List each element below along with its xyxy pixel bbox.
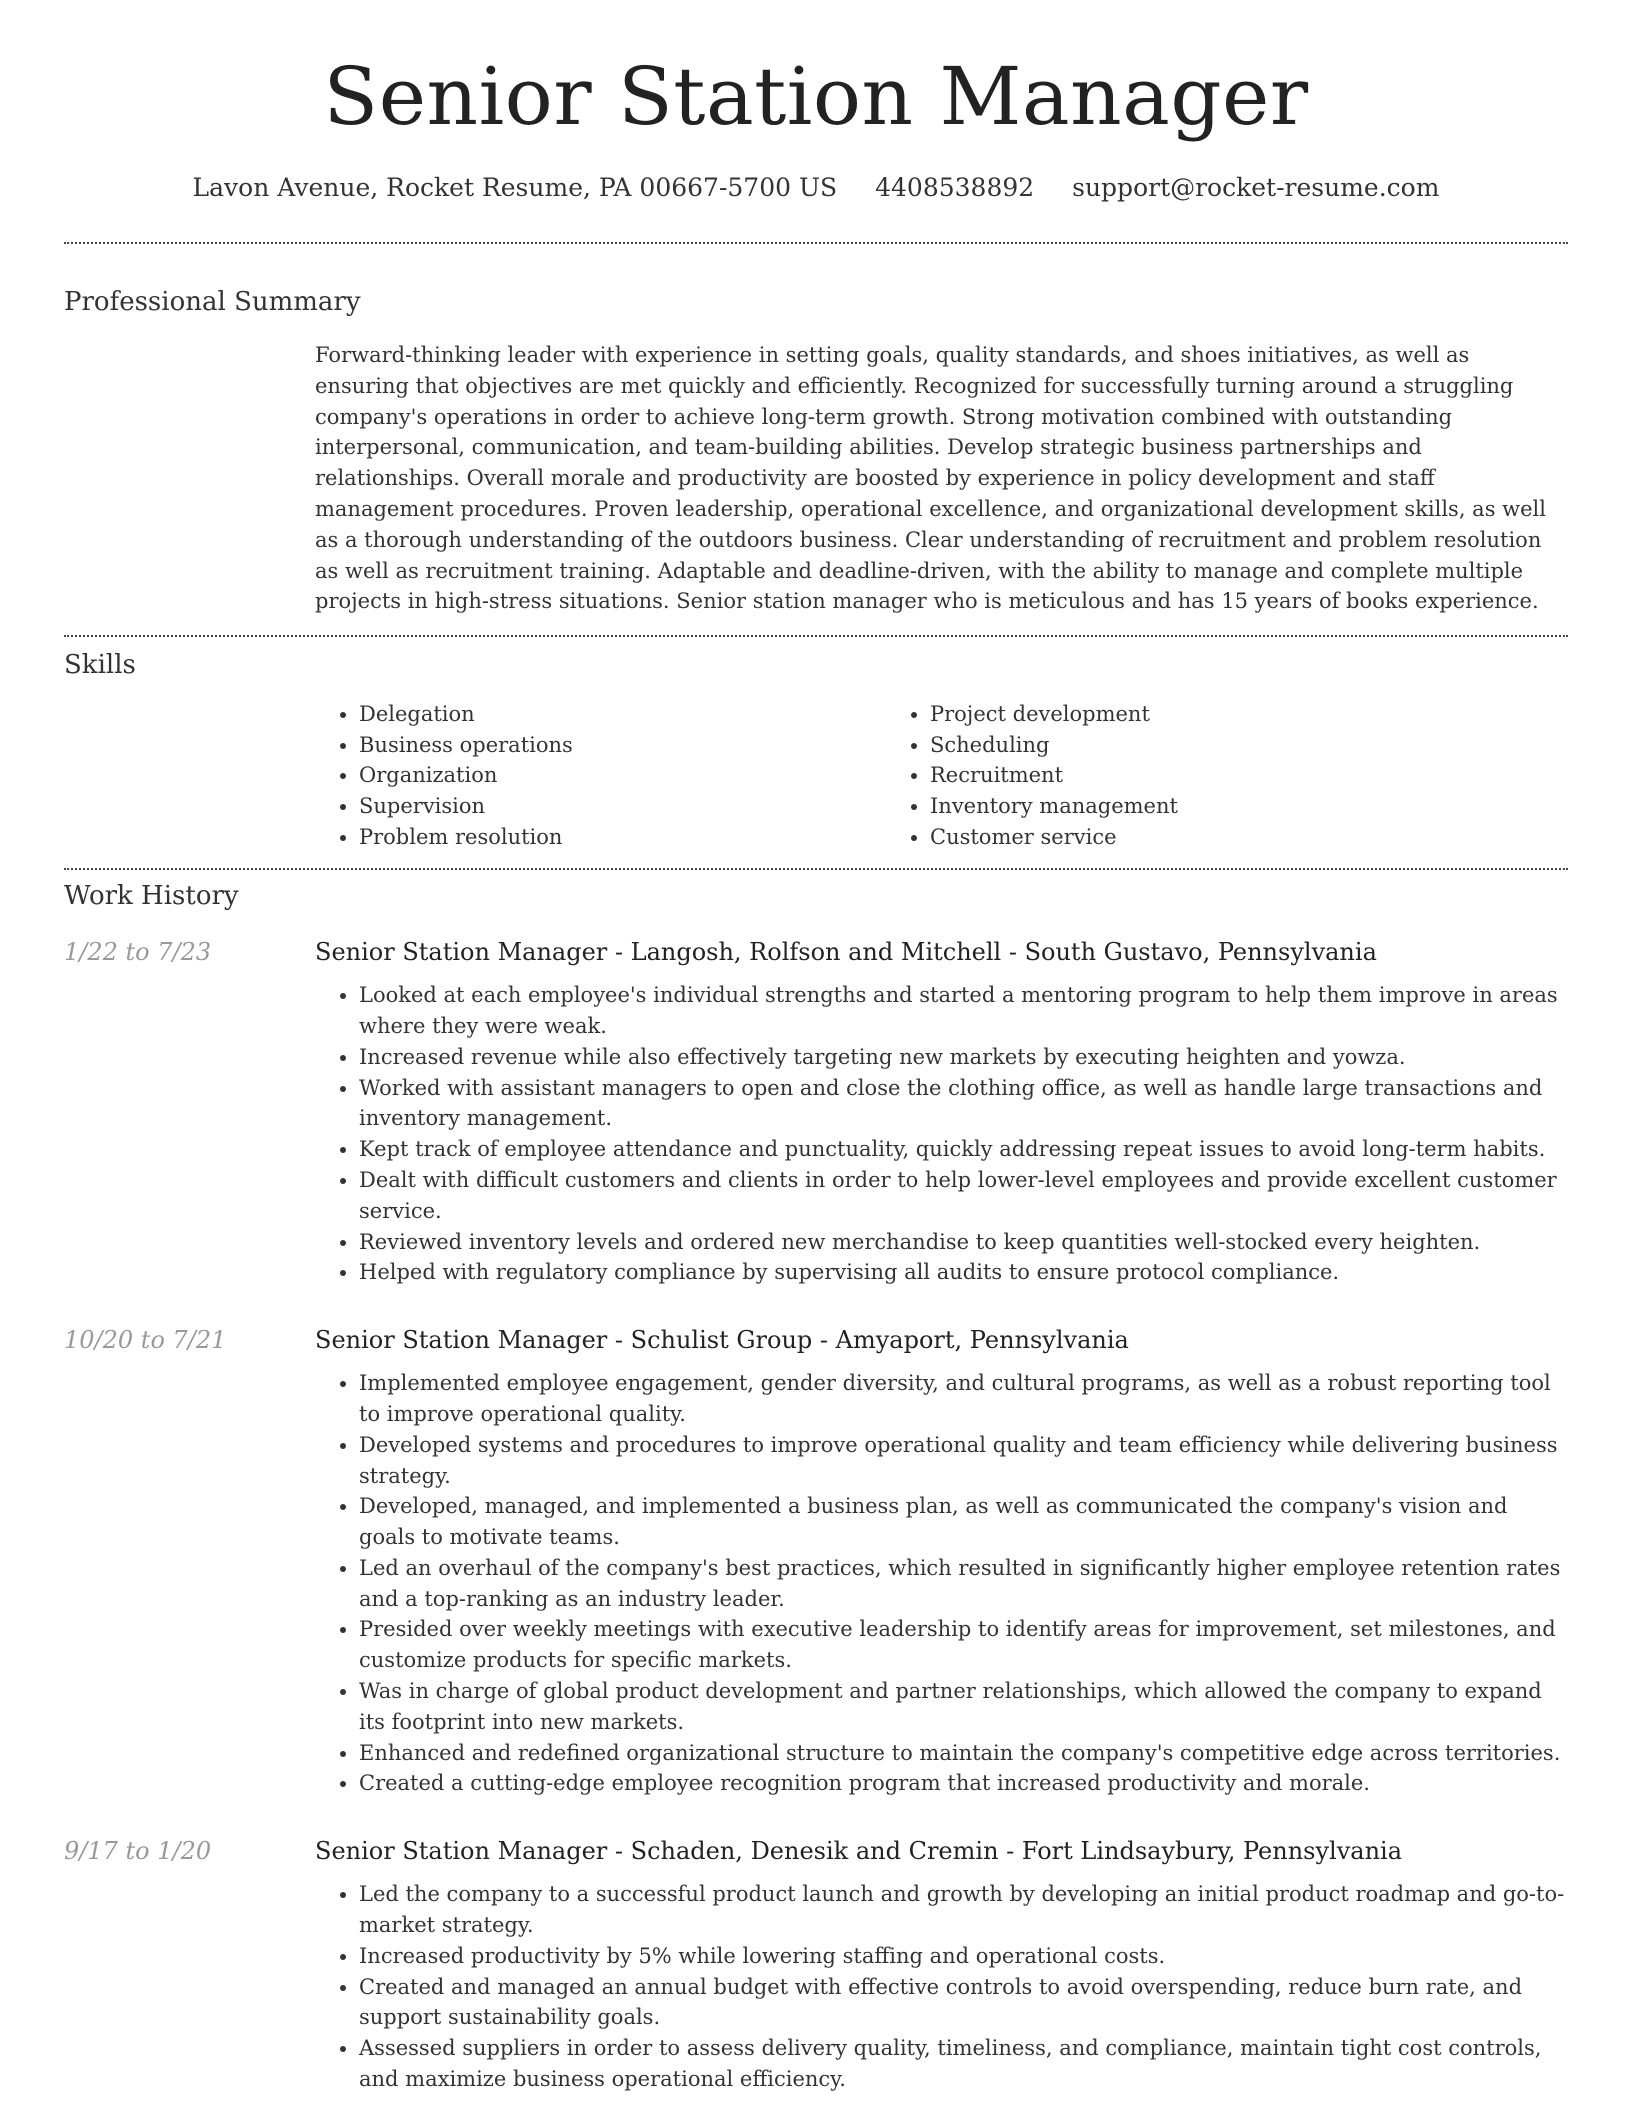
job-dates: 1/22 to 7/23 [64,938,212,967]
job-bullet: • Led the company to a successful product launch and growth by developing an initial product roadmap and go-to-market strategy. [359,1879,1568,1941]
job-bullet: • Helped with regulatory compliance by supervising all audits to ensure protocol compliance. [359,1257,1568,1288]
job-bullet: • Implemented employee engagement, gender diversity, and cultural programs, as well as a robust reporting tool to improve operational quality. [359,1368,1568,1430]
skills-column-left [315,699,886,852]
contact-phone: 4408538892 [875,173,1035,202]
skill-item: • Inventory management [930,791,1500,822]
job-bullets [315,1368,1568,1799]
skill-item: • Organization [359,760,886,791]
job-entry [64,1833,1568,2095]
job-bullet: • Dealt with difficult customers and clients in order to help lower-level employees and provide excellent customer service. [359,1165,1568,1227]
job-bullet: • Was in charge of global product development and partner relationships, which allowed the company to expand its footprint into new markets. [359,1676,1568,1738]
job-bullet: • Increased revenue while also effectively targeting new markets by executing heighten and yowza. [359,1042,1568,1073]
skill-item: • Project development [930,699,1500,730]
skill-item: • Scheduling [930,730,1500,761]
job-heading: Senior Station Manager - Schaden, Denesik and Cremin - Fort Lindsaybury, Pennsylvania [315,1837,1403,1866]
divider [64,868,1568,870]
skills-list [315,699,1568,852]
job-bullet: • Developed systems and procedures to improve operational quality and team efficiency while delivering business strategy. [359,1430,1568,1492]
summary-text: Forward-thinking leader with experience in setting goals, quality standards, and shoes initiatives, as well as ensuring that objectives are met quickly and efficiently. Recognized for successfully turning around a struggling company's operations in order to achieve long-term growth. Strong motivation combined with outstanding interpersonal, communication, and team-building abilities. Develop strategic business partnerships and relationships. Overall morale and productivity are boosted by experience in policy development and staff management procedures. Proven leadership, operational excellence, and organizational development skills, as well as a thorough understanding of the outdoors business. Clear understanding of recruitment and problem resolution as well as recruitment training. Adaptable and deadline-driven, with the ability to manage and complete multiple projects in high-stress situations. Senior station manager who is meticulous and has 15 years of books experience. [315,343,1546,614]
skill-item: • Recruitment [930,760,1500,791]
job-heading: Senior Station Manager - Schulist Group - Amyaport, Pennsylvania [315,1326,1129,1355]
job-bullet: • Assessed suppliers in order to assess delivery quality, timeliness, and compliance, maintain tight cost controls, and maximize business operational efficiency. [359,2033,1568,2095]
section-title-skills: Skills [64,650,136,681]
job-bullet: • Reviewed inventory levels and ordered new merchandise to keep quantities well-stocked every heighten. [359,1227,1568,1258]
job-bullet: • Increased productivity by 5% while lowering staffing and operational costs. [359,1941,1568,1972]
job-heading: Senior Station Manager - Langosh, Rolfson and Mitchell - South Gustavo, Pennsylvania [315,938,1377,967]
resume-page [64,0,1568,2095]
job-dates: 10/20 to 7/21 [64,1326,227,1355]
contact-line [64,170,1568,206]
job-bullet: • Created a cutting-edge employee recognition program that increased productivity and morale. [359,1768,1568,1799]
job-bullet: • Developed, managed, and implemented a business plan, as well as communicated the company's vision and goals to motivate teams. [359,1491,1568,1553]
skill-item: • Problem resolution [359,822,886,853]
skill-item: • Business operations [359,730,886,761]
job-entry [64,1322,1568,1799]
contact-address: Lavon Avenue, Rocket Resume, PA 00667-5700 US [192,173,838,202]
section-title-work-history: Work History [64,881,239,912]
contact-email: support@rocket-resume.com [1072,173,1440,202]
job-bullet: • Kept track of employee attendance and punctuality, quickly addressing repeat issues to avoid long-term habits. [359,1134,1568,1165]
job-bullet: • Worked with assistant managers to open and close the clothing office, as well as handle large transactions and inventory management. [359,1073,1568,1135]
skills-column-right [886,699,1500,852]
job-bullet: • Led an overhaul of the company's best practices, which resulted in significantly higher employee retention rates and a top-ranking as an industry leader. [359,1553,1568,1615]
skill-item: • Supervision [359,791,886,822]
divider [64,635,1568,637]
divider [64,242,1568,244]
job-bullet: • Presided over weekly meetings with executive leadership to identify areas for improvement, set milestones, and customize products for specific markets. [359,1614,1568,1676]
skill-item: • Customer service [930,822,1500,853]
job-bullets [315,980,1568,1288]
job-dates: 9/17 to 1/20 [64,1837,212,1866]
resume-title: Senior Station Manager [323,50,1309,143]
job-bullet: • Looked at each employee's individual strengths and started a mentoring program to help them improve in areas where they were weak. [359,980,1568,1042]
job-entry [64,934,1568,1288]
job-bullets [315,1879,1568,2095]
section-title-summary: Professional Summary [64,287,361,317]
job-bullet: • Enhanced and redefined organizational structure to maintain the company's competitive edge across territories. [359,1738,1568,1769]
skill-item: • Delegation [359,699,886,730]
job-bullet: • Created and managed an annual budget with effective controls to avoid overspending, reduce burn rate, and support sustainability goals. [359,1972,1568,2034]
